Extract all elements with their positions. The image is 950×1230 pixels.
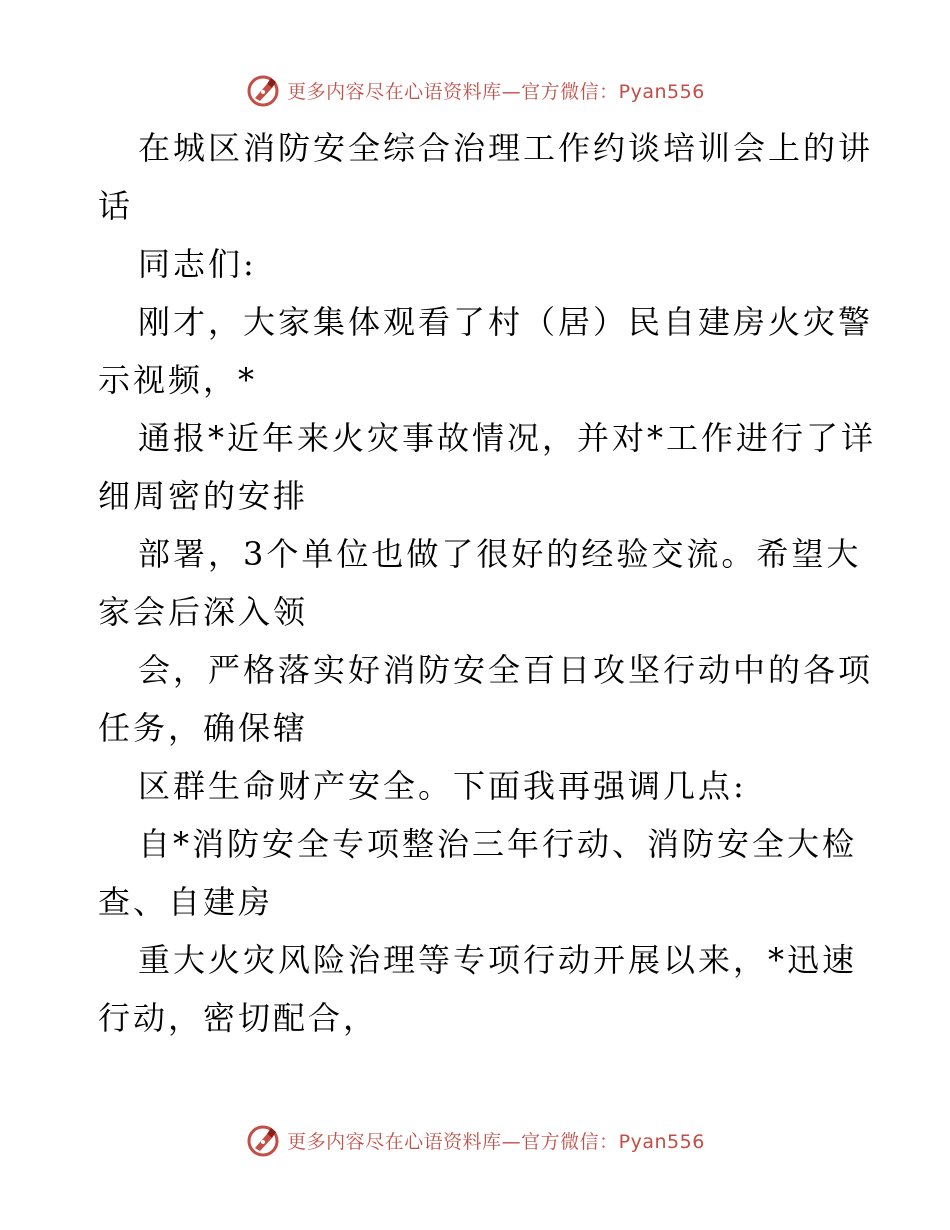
body-line: 刚才，大家集体观看了村（居）民自建房火灾警: [138, 303, 874, 341]
pen-nib-circle-icon: [245, 72, 281, 108]
body-line: 示视频，*: [98, 361, 258, 399]
body-line: 查、自建房: [98, 883, 274, 921]
body-line: 行动，密切配合，: [98, 999, 379, 1037]
body-line: 区群生命财产安全。下面我再强调几点:: [138, 767, 747, 805]
body-line: 部署，3个单位也做了很好的经验交流。希望大: [138, 535, 862, 573]
document-title-line-2: 话: [98, 187, 134, 225]
watermark-text: 更多内容尽在心语资料库—官方微信：Pyan556: [287, 1130, 705, 1153]
watermark-footer: [0, 1122, 950, 1158]
watermark-text: 更多内容尽在心语资料库—官方微信：Pyan556: [287, 80, 705, 103]
body-line: 任务，确保辖: [98, 709, 309, 747]
body-line: 通报*近年来火灾事故情况，并对*工作进行了详: [138, 419, 877, 457]
body-line: 重大火灾风险治理等专项行动开展以来，*迅速: [138, 941, 858, 979]
body-line: 会，严格落实好消防安全百日攻坚行动中的各项: [138, 651, 874, 689]
body-line: 细周密的安排: [98, 477, 309, 515]
salutation: 同志们:: [138, 245, 257, 283]
body-line: 自*消防安全专项整治三年行动、消防安全大检: [138, 825, 858, 863]
body-line: 家会后深入领: [98, 593, 309, 631]
pen-nib-circle-icon: [245, 1122, 281, 1158]
document-title-line-1: 在城区消防安全综合治理工作约谈培训会上的讲: [138, 129, 874, 167]
watermark-header: [0, 72, 950, 108]
